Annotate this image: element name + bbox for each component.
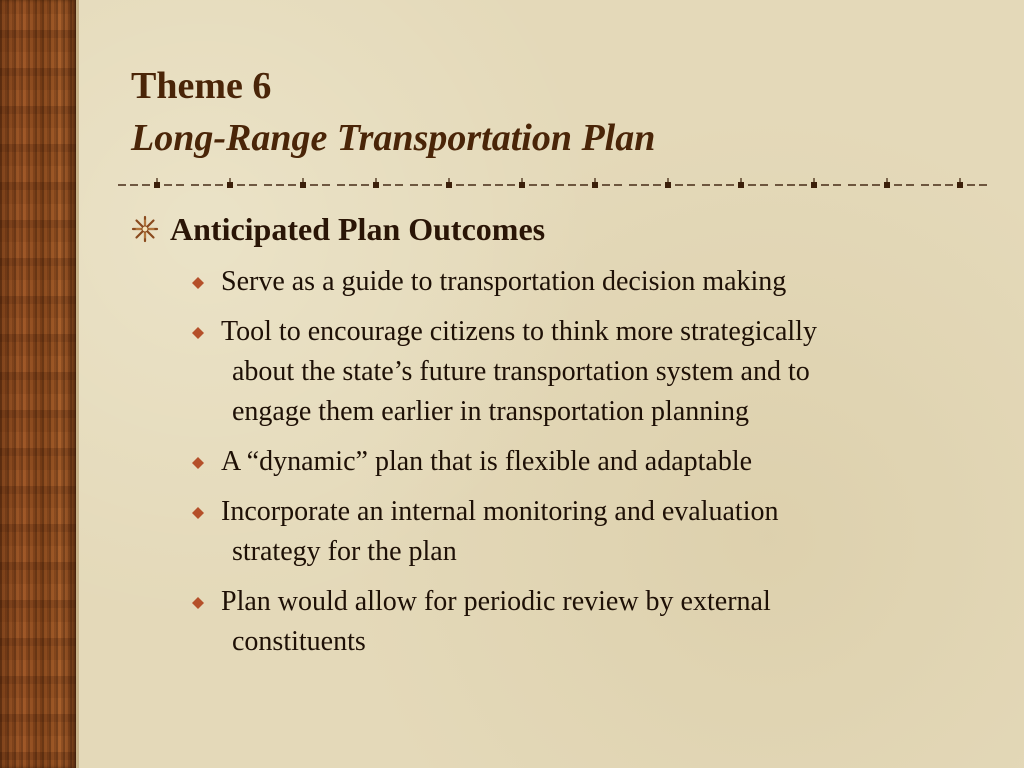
slide-subtitle: Long-Range Transportation Plan <box>131 117 656 159</box>
bullet-item <box>186 312 966 432</box>
bullet-text: strategy for the plan <box>232 536 457 567</box>
diamond-bullet-icon <box>192 457 204 469</box>
diamond-bullet-icon <box>192 327 204 339</box>
slide-title: Theme 6 <box>131 65 272 107</box>
bullet-text: constituents <box>232 626 366 657</box>
bullet-item <box>186 582 966 662</box>
bullet-text: about the state’s future transportation system and to <box>232 356 810 387</box>
bullet-text: Plan would allow for periodic review by external <box>221 586 771 617</box>
bullet-list <box>186 262 966 672</box>
diamond-bullet-icon <box>192 277 204 289</box>
sidebar-edge <box>76 0 79 768</box>
heading-text: Anticipated Plan Outcomes <box>170 210 546 247</box>
bullet-item <box>186 492 966 572</box>
asterisk-star-icon <box>130 214 160 244</box>
bullet-text: Incorporate an internal monitoring and evaluation <box>221 496 779 527</box>
bullet-item <box>186 262 966 302</box>
bullet-text: A “dynamic” plan that is flexible and adaptable <box>221 446 753 477</box>
diamond-bullet-icon <box>192 597 204 609</box>
bullet-text: engage them earlier in transportation planning <box>232 396 750 427</box>
diamond-bullet-icon <box>192 507 204 519</box>
dashed-divider <box>118 178 994 192</box>
section-heading <box>130 210 545 248</box>
bullet-text: Serve as a guide to transportation decision making <box>221 266 787 297</box>
bullet-text: Tool to encourage citizens to think more strategically <box>221 316 817 347</box>
wood-sidebar-decoration <box>0 0 76 768</box>
bullet-item <box>186 442 966 482</box>
